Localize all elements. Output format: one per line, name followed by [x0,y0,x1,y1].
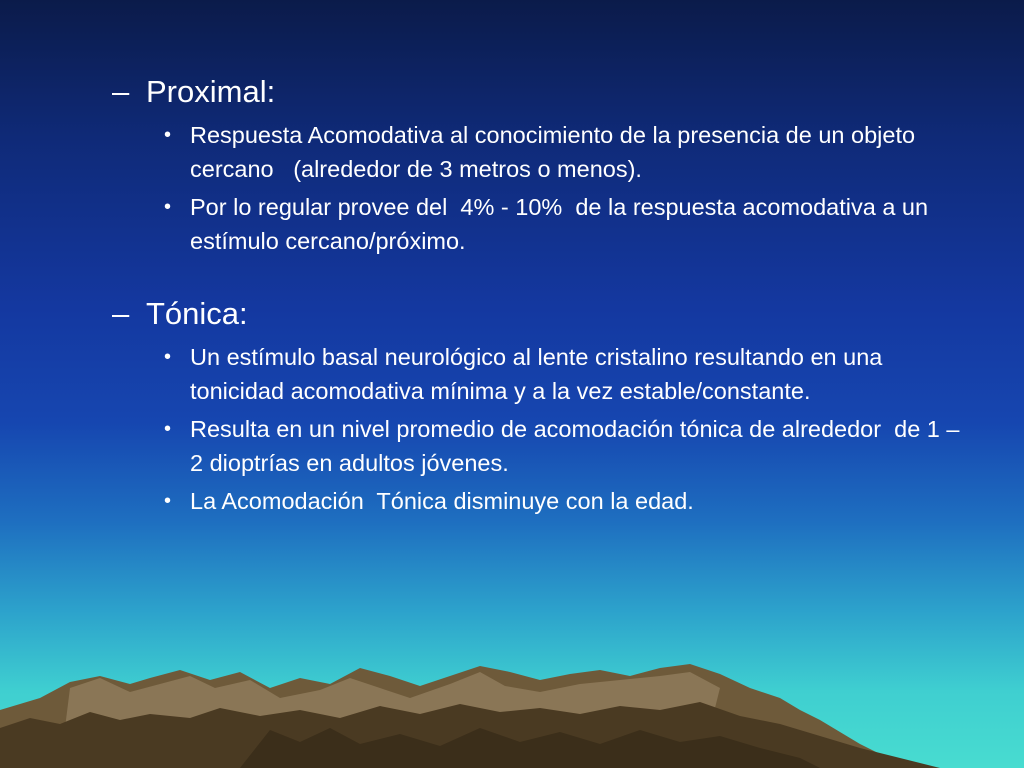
section-title: Tónica: [146,296,248,331]
bullet-text: Respuesta Acomodativa al conocimiento de la presencia de un objeto cercano (alrededor de 3 metros o menos). [190,122,922,182]
section-heading [112,294,972,334]
bullet-text: Resulta en un nivel promedio de acomodación tónica de alrededor de 1 – 2 dioptrías en adultos jóvenes. [190,416,967,476]
bullet-dot: • [164,124,172,146]
slide-content [112,72,972,554]
bullet-text: Por lo regular provee del 4% - 10% de la respuesta acomodativa a un estímulo cercano/próximo. [190,194,935,254]
dash-glyph: – [112,74,130,109]
section-proximal [112,72,972,258]
mountain-range-illustration [0,658,1024,768]
bullet-dot: • [164,418,172,440]
bullet-dot: • [164,346,172,368]
bullet-list [112,118,972,258]
bullet-text: Un estímulo basal neurológico al lente cristalino resultando en una tonicidad acomodativa mínima y a la vez estable/constante. [190,344,889,404]
dash-glyph: – [112,296,130,331]
bullet-dot: • [164,490,172,512]
bullet-item [164,484,972,518]
bullet-item [164,340,972,408]
section-heading [112,72,972,112]
bullet-item [164,412,972,480]
bullet-item [164,190,972,258]
bullet-text: La Acomodación Tónica disminuye con la edad. [190,488,694,514]
bullet-item [164,118,972,186]
bullet-dot: • [164,196,172,218]
section-title: Proximal: [146,74,276,109]
section-tonica [112,294,972,518]
bullet-list [112,340,972,518]
